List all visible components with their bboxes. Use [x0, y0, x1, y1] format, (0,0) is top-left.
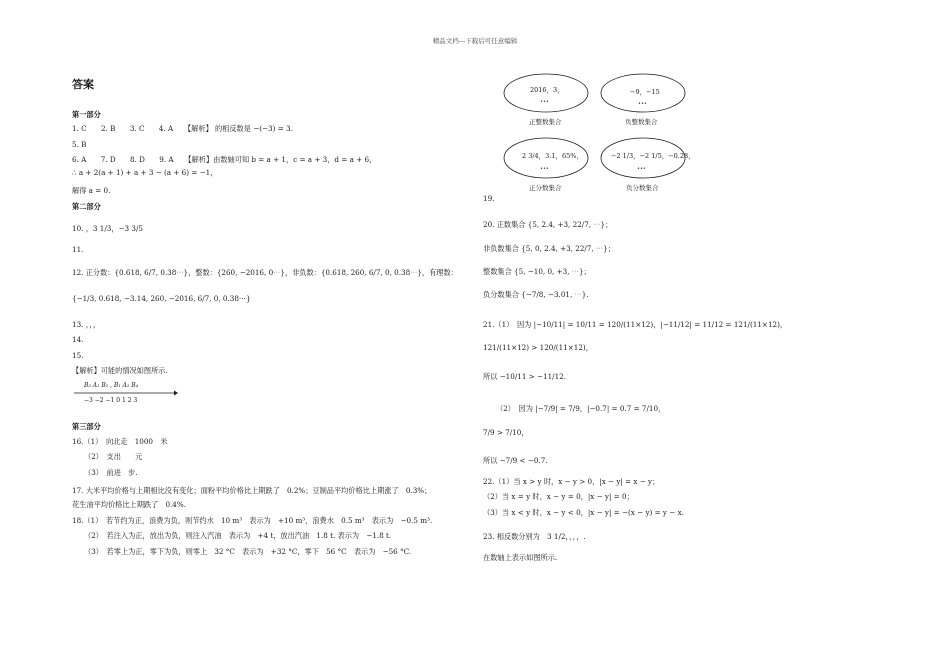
page-header: 精品文档---下载后可任意编辑 [432, 37, 518, 45]
positive-integer-set-label: 正整数集合 [529, 118, 562, 126]
number-line-letters: B₃ A₁ B₂ , B₁ A₂ B₄ [84, 382, 139, 389]
negative-fraction-set-items: −2 1/3，−2 1/5，−0.28， [611, 152, 695, 160]
answer-10: 10. ，3 1/3，−3 3/5 [72, 224, 143, 233]
answer-16-2: （2） 支出 元 [84, 452, 143, 461]
number-line-ticks: −3 −2 −1 0 1 2 3 [84, 397, 138, 404]
answer-22-2: （2）当 x = y 时，x − y = 0，|x − y| = 0； [483, 492, 634, 501]
positive-fraction-set-items: 2 3/4，3.1，65%， [522, 152, 583, 160]
positive-fraction-set-label: 正分数集合 [529, 184, 562, 192]
section-1-heading: 第一部分 [72, 110, 101, 119]
positive-integer-set-dots: ••• [540, 99, 549, 105]
answer-21-2-compare: 7/9 > 7/10， [483, 428, 529, 437]
answer-12-rational: {−1/3, 0.618, −3.14, 260, −2016, 6/7, 0, 0.38⋯} [72, 294, 251, 303]
answer-20-negative-fraction: 负分数集合 {−7/8, −3.01, ⋯}. [483, 290, 589, 299]
answer-22-1: 22.（1）当 x > y 时，x − y > 0，|x − y| = x − y； [483, 477, 660, 486]
answer-18-3: （3） 若零上为正，零下为负，则零上 32 °C 表示为 +32 °C，零下 56 °C 表示为 −56 °C. [84, 547, 412, 556]
answer-22-3: （3）当 x < y 时，x − y < 0，|x − y| = −(x − y) = y − x. [483, 508, 684, 517]
answer-15: 15. [72, 351, 84, 360]
answer-16-1: 16.（1） 向北走 1000 米 [72, 437, 168, 446]
answer-21-1: 21.（1） 因为 |−10/11| = 10/11 = 120/(11×12)，|−11/12| = 11/12 = 121/(11×12)， [483, 320, 788, 329]
negative-fraction-set-label: 负分数集合 [626, 184, 659, 192]
answer-20-integer: 整数集合 {5, −10, 0, +3, ⋯}； [483, 267, 591, 276]
answer-17-cont: 花生油平均价格比上期跌了 0.4%. [72, 500, 186, 509]
answer-9-step: ∴ a + 2(a + 1) + a + 3 − (a + 6) = −1， [72, 168, 218, 177]
answer-17: 17. 大米平均价格与上期相比没有变化；面粉平均价格比上期跌了 0.2%；豆制品平均价格比上期涨了 0.3%； [72, 486, 432, 495]
answer-19: 19. [483, 194, 495, 203]
answer-23-note: 在数轴上表示如图所示. [483, 553, 558, 562]
answer-20-positive: 20. 正数集合 {5, 2.4, +3, 22/7, ⋯}； [483, 220, 613, 229]
answer-18-1: 18.（1） 若节约为正，浪费为负，则节约水 10 m³ 表示为 +10 m³，浪费水 0.5 m³ 表示为 −0.5 m³. [72, 516, 433, 525]
negative-fraction-set-dots: ••• [637, 166, 646, 172]
answer-20-nonnegative: 非负数集合 {5, 0, 2.4, +3, 22/7, ⋯}； [483, 244, 615, 253]
answer-12: 12. 正分数：{0.618, 6/7, 0.38⋯}，整数：{260, −2016, 0⋯}，非负数：{0.618, 260, 6/7, 0, 0.38⋯}，有理数： [72, 268, 458, 277]
answer-21-1-result: 所以 −10/11 > −11/12. [483, 372, 567, 381]
answer-21-2: （2） 因为 |−7/9| = 7/9，|−0.7| = 0.7 = 7/10， [496, 404, 666, 413]
negative-integer-set-dots: ••• [638, 101, 647, 107]
answer-21-1-compare: 121/(11×12) > 120/(11×12)， [483, 343, 593, 352]
answer-16-3: （3） 前进 步. [84, 468, 138, 477]
answer-18-2: （2） 若注入为正，放出为负，则注入汽油 表示为 +4 t，放出汽油 1.8 t. 表示为 −1.8 t. [84, 531, 392, 540]
section-3-heading: 第三部分 [72, 422, 101, 431]
answer-15-explanation: 【解析】可能的情况如图所示. [72, 366, 168, 375]
section-2-heading: 第二部分 [72, 202, 101, 211]
positive-fraction-set-dots: ••• [540, 166, 549, 172]
answer-23: 23. 相反数分别为 3 1/2，，，，. [483, 532, 586, 541]
answer-9-result: 解得 a = 0. [72, 186, 111, 195]
negative-integer-set-label: 负整数集合 [625, 118, 658, 126]
page-title: 答案 [72, 78, 94, 91]
answer-13: 13. ，，， [72, 320, 101, 329]
answer-5: 5. B [72, 140, 87, 149]
negative-integer-set-items: −9，−15 [630, 88, 660, 96]
answer-6-9: 6. A 7. D 8. D 9. A 【解析】由数轴可知 b = a + 1，c = a + 3，d = a + 6， [72, 155, 377, 164]
answer-1-4: 1. C 2. B 3. C 4. A 【解析】 的相反数是 −(−3) = 3. [72, 124, 293, 133]
answer-11: 11. [72, 245, 84, 254]
positive-integer-set-items: 2016，3， [530, 86, 564, 94]
answer-14: 14. [72, 335, 84, 344]
answer-21-2-result: 所以 −7/9 < −0.7. [483, 456, 548, 465]
